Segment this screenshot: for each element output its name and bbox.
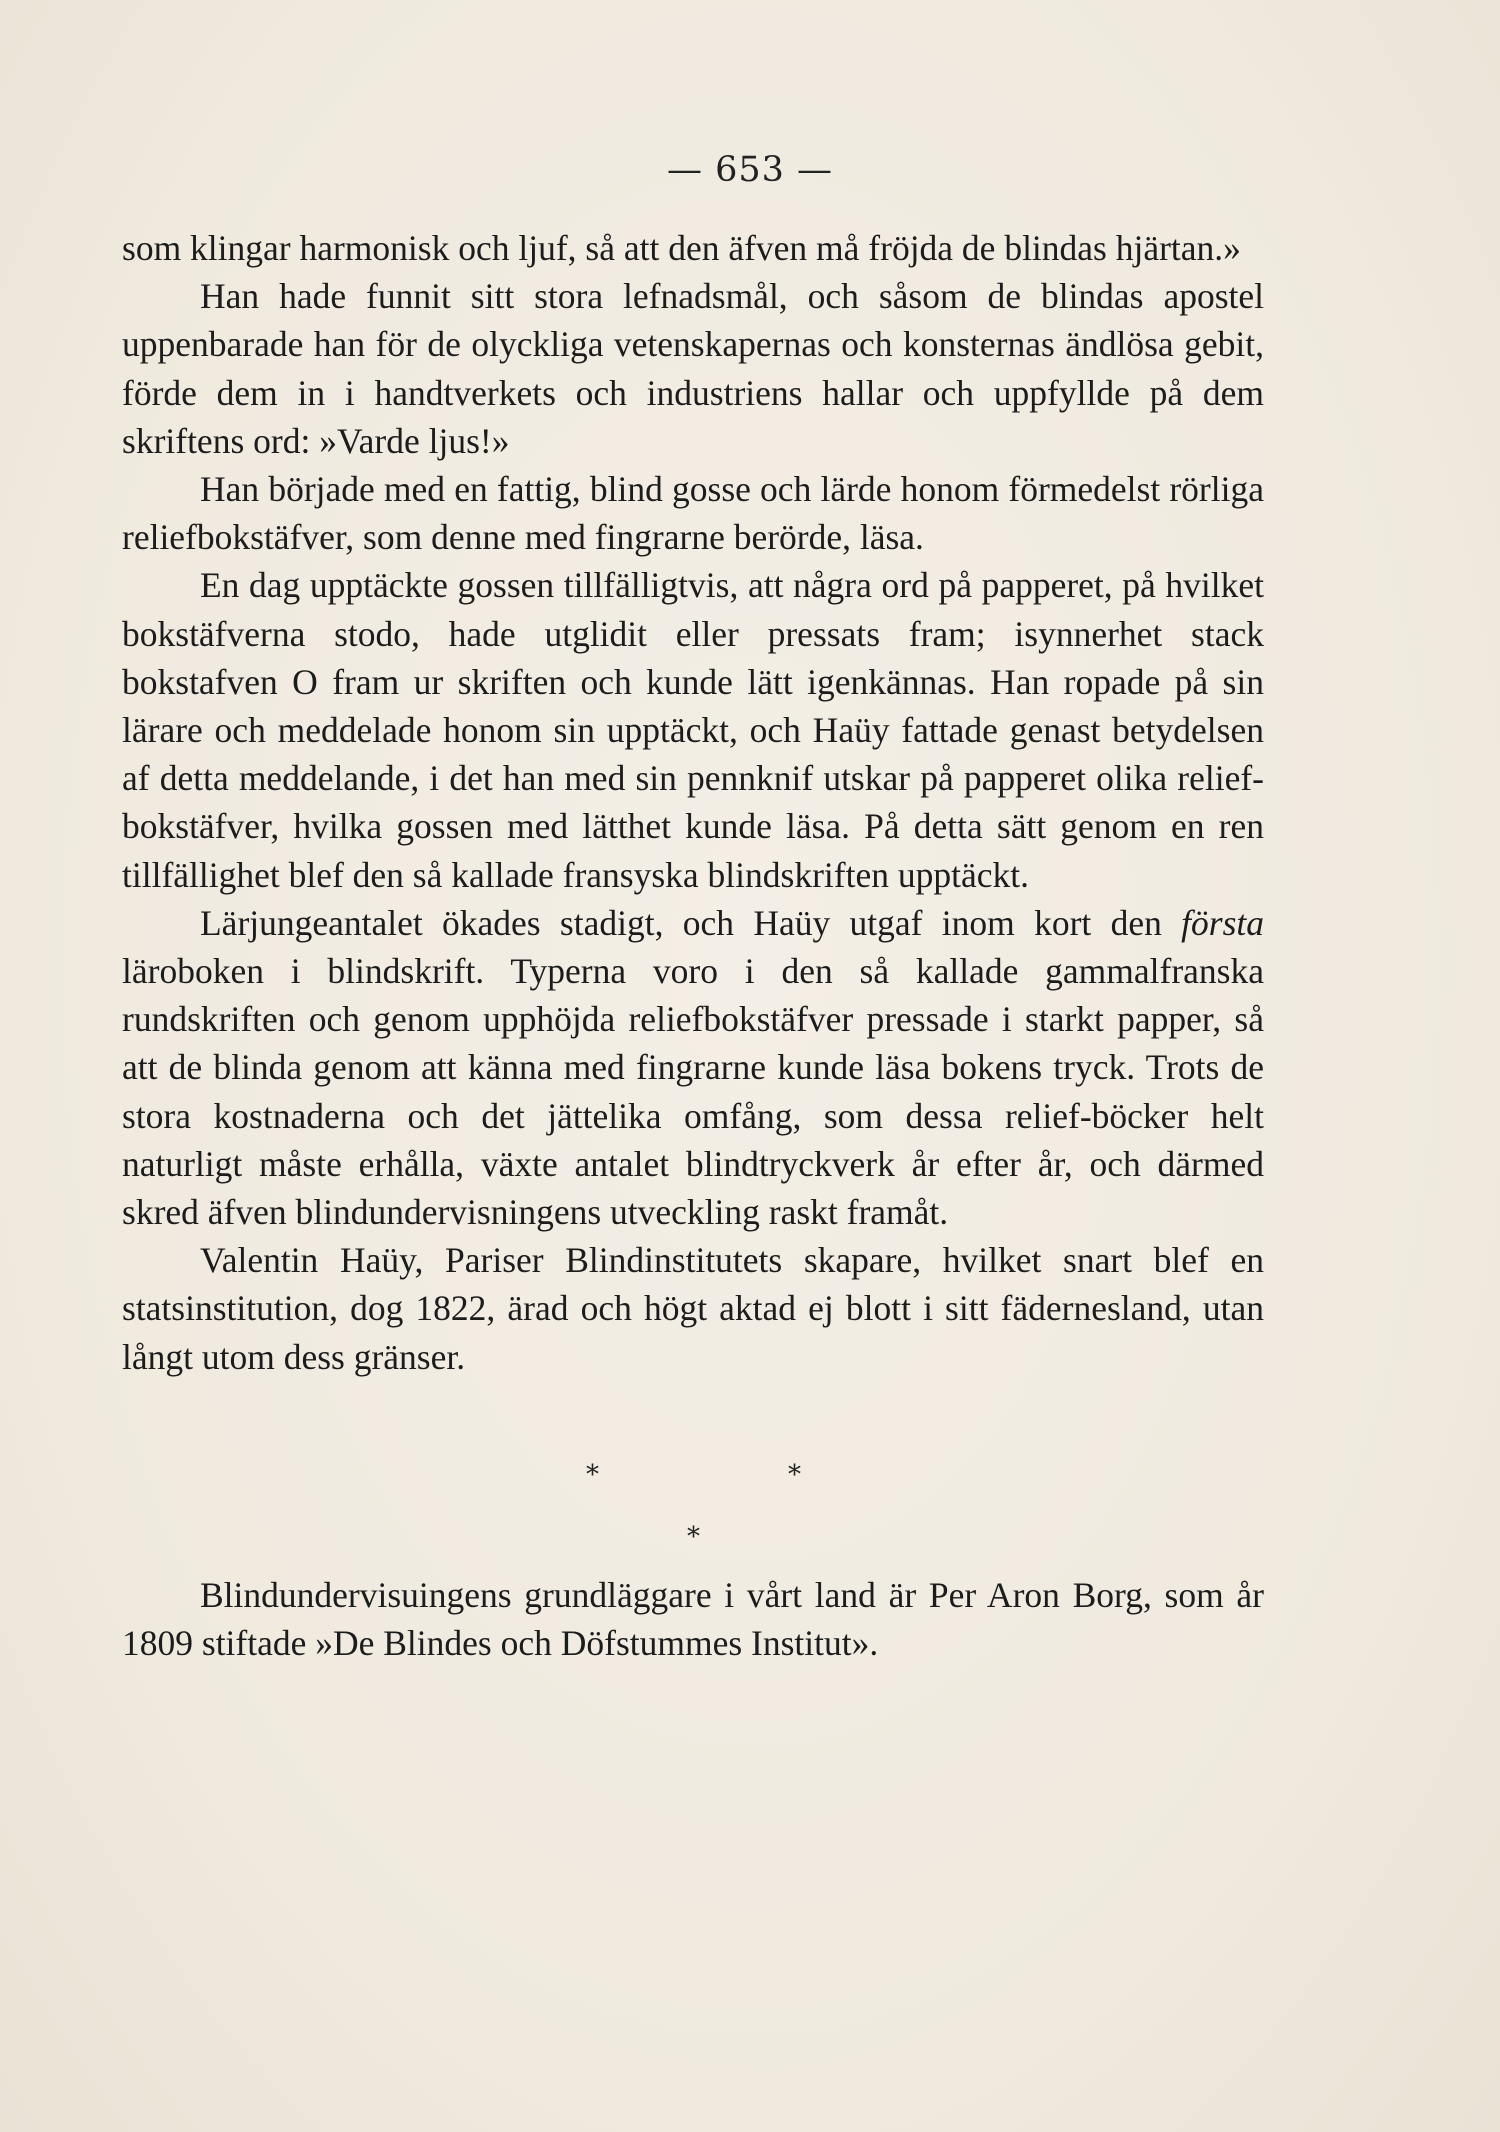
paragraph-3: Han började med en fattig, blind gosse och lärde honom förmedelst rörliga reliefbokstäfver, som denne med fingrarne berörde, läsa. — [122, 469, 1264, 558]
asterisk-right: * — [788, 1459, 801, 1490]
paragraph-1: som klingar harmonisk och ljuf, så att den äfven må fröjda de blindas hjärtan.» — [122, 228, 1241, 268]
body-text — [122, 224, 1264, 1667]
paragraph-5 — [122, 899, 1264, 1236]
asterisk-bottom: * — [687, 1521, 700, 1552]
asterism-separator — [122, 1381, 1264, 1571]
paragraph-5-start: Lärjungeantalet ökades stadigt, och Haüy utgaf inom kort den — [200, 902, 1182, 943]
final-paragraph: Blindundervisuingens grundläggare i vårt land är Per Aron Borg, som år 1809 stiftade »De Blindes och Döfstummes Institut». — [122, 1574, 1264, 1664]
asterisk-left: * — [586, 1459, 599, 1490]
italic-word-forsta: första — [1181, 902, 1264, 943]
paragraph-5-end: läroboken i blindskrift. Typerna voro i den så kallade gammalfranska rundskriften och genom upphöjda reliefbokstäfver pressade i starkt papper, så att de blinda genom att känna med fingrarne kunde läsa bokens tryck. Trots de stora kostnaderna och det jättelika omfång, som dessa relief-böcker helt naturligt måste erhålla, växte antalet blindtryckverk år efter år, och därmed skred äfven blindundervisningens utveckling raskt framåt. — [122, 951, 1264, 1233]
paragraph-6: Valentin Haüy, Pariser Blindinstitutets skapare, hvilket snart blef en statsinstitution, dog 1822, ärad och högt aktad ej blott i sitt fädernesland, utan långt utom dess gränser. — [122, 1240, 1264, 1377]
paragraph-4: En dag upptäckte gossen tillfälligtvis, att några ord på papperet, på hvilket bokstäfverna stodo, hade utglidit eller pressats fram; isynnerhet stack bokstafven O fram ur skriften och kunde lätt igenkännas. Han ropade på sin lärare och meddelade honom sin upptäckt, och Haüy fattade genast betydelsen af detta meddelande, i det han med sin pennknif utskar på papperet olika relief-bokstäfver, hvilka gossen med lätthet kunde läsa. På detta sätt genom en ren tillfällighet blef den så kallade fransyska blindskriften upptäckt. — [122, 565, 1264, 895]
page-number: — 653 — — [666, 150, 834, 190]
paragraph-2: Han hade funnit sitt stora lefnadsmål, och såsom de blindas apostel uppenbarade han för de olyckliga vetenskapernas och konsternas ändlösa gebit, förde dem in i handtverkets och industriens hallar och uppfyllde på dem skriftens ord: »Varde ljus!» — [122, 276, 1264, 461]
